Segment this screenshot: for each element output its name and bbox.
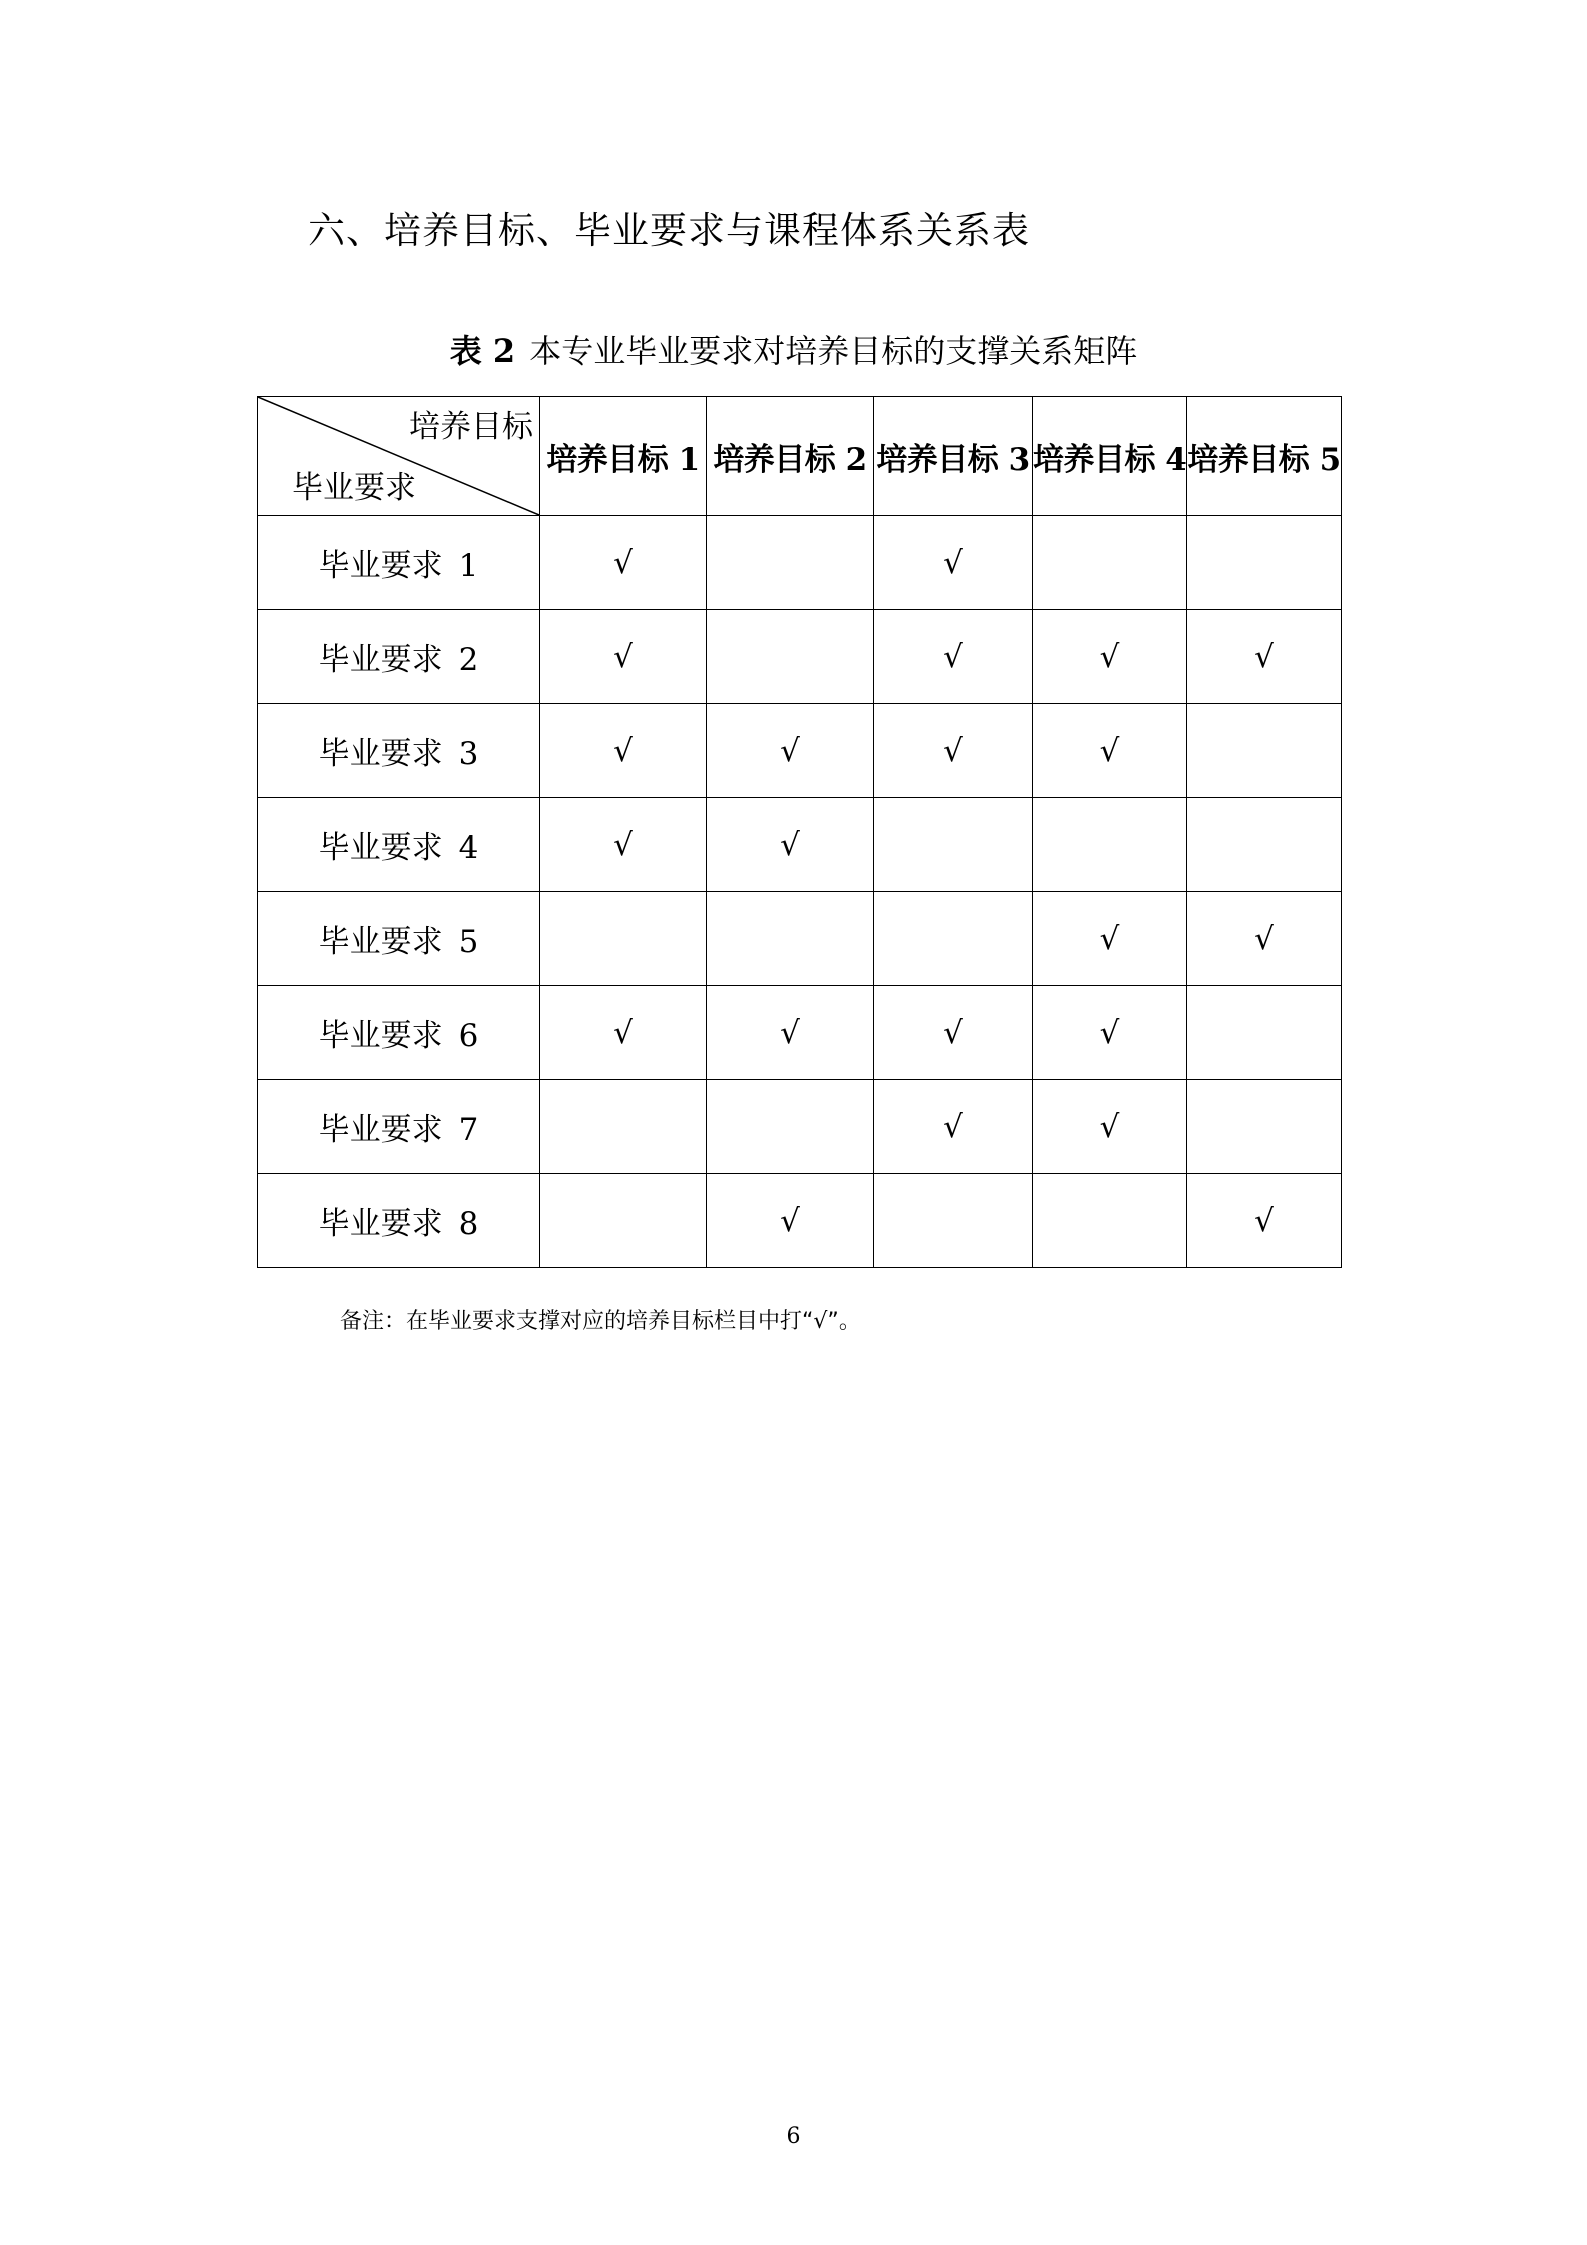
check-mark: √ (780, 1014, 800, 1051)
matrix-cell (1187, 798, 1342, 892)
check-mark: √ (943, 1108, 963, 1145)
requirement-label-cell (258, 798, 540, 892)
matrix-cell (874, 610, 1033, 704)
check-mark: √ (1099, 638, 1120, 675)
matrix-cell (1187, 516, 1342, 610)
requirement-label-cell (258, 1080, 540, 1174)
matrix-cell (1187, 892, 1342, 986)
table-row (258, 704, 1342, 798)
requirement-label: 毕业要求 (318, 642, 443, 678)
matrix-cell (874, 1080, 1033, 1174)
requirement-number: 6 (458, 1018, 479, 1054)
matrix-cell (707, 1174, 874, 1268)
matrix-cell (874, 1174, 1033, 1268)
requirement-label: 毕业要求 (318, 548, 443, 584)
check-mark: √ (1254, 920, 1274, 957)
check-mark: √ (943, 1014, 963, 1051)
check-mark: √ (943, 544, 963, 581)
matrix-cell (1033, 516, 1187, 610)
matrix-cell (1033, 610, 1187, 704)
requirement-label-cell (258, 610, 540, 704)
matrix-cell (1187, 610, 1342, 704)
matrix-cell (1033, 1080, 1187, 1174)
table-caption (0, 326, 1587, 372)
matrix-cell (707, 516, 874, 610)
check-mark: √ (613, 638, 633, 675)
check-mark: √ (613, 1014, 633, 1051)
requirement-label: 毕业要求 (318, 1018, 443, 1054)
column-header-goal-4: 培养目标 4 (1033, 397, 1187, 516)
matrix-cell (874, 516, 1033, 610)
matrix-cell (874, 892, 1033, 986)
column-header-goal-5: 培养目标 5 (1187, 397, 1342, 516)
table-row (258, 610, 1342, 704)
table-caption-text: 本专业毕业要求对培养目标的支撑关系矩阵 (529, 332, 1138, 370)
requirement-label-cell (258, 892, 540, 986)
check-mark: √ (1099, 1108, 1120, 1145)
matrix-cell (540, 892, 707, 986)
requirement-label-cell (258, 1174, 540, 1268)
matrix-cell (540, 704, 707, 798)
matrix-cell (707, 1080, 874, 1174)
check-mark: √ (613, 732, 633, 769)
matrix-cell (1033, 798, 1187, 892)
table-row (258, 1174, 1342, 1268)
table-row (258, 986, 1342, 1080)
check-mark: √ (780, 1202, 800, 1239)
table-row (258, 516, 1342, 610)
table-row (258, 892, 1342, 986)
requirement-label: 毕业要求 (318, 830, 443, 866)
matrix-cell (707, 798, 874, 892)
matrix-cell (1033, 986, 1187, 1080)
matrix-cell (540, 610, 707, 704)
section-title: 六、培养目标、毕业要求与课程体系关系表 (308, 209, 1030, 252)
check-mark: √ (943, 638, 963, 675)
check-mark: √ (1099, 1014, 1120, 1051)
check-mark: √ (780, 732, 800, 769)
requirement-number: 1 (458, 548, 479, 584)
check-mark: √ (1099, 920, 1120, 957)
table-row (258, 1080, 1342, 1174)
matrix-cell (540, 516, 707, 610)
table-header-row (258, 397, 1342, 516)
requirement-label-cell (258, 704, 540, 798)
requirement-label-cell (258, 986, 540, 1080)
matrix-cell (1033, 1174, 1187, 1268)
matrix-cell (1187, 1080, 1342, 1174)
matrix-cell (874, 986, 1033, 1080)
corner-goal-label: 培养目标 (409, 409, 533, 445)
requirement-number: 8 (458, 1206, 479, 1242)
matrix-cell (1187, 1174, 1342, 1268)
requirement-label: 毕业要求 (318, 924, 443, 960)
matrix-cell (1187, 986, 1342, 1080)
support-matrix-table (257, 396, 1342, 1268)
requirement-number: 7 (458, 1112, 479, 1148)
matrix-cell (707, 892, 874, 986)
check-mark: √ (780, 826, 800, 863)
matrix-cell (540, 986, 707, 1080)
check-mark: √ (613, 826, 633, 863)
matrix-cell (707, 704, 874, 798)
requirement-number: 5 (458, 924, 479, 960)
requirement-number: 2 (458, 642, 479, 678)
check-mark: √ (1254, 638, 1274, 675)
table-note: 备注：在毕业要求支撑对应的培养目标栏目中打“√”。 (340, 1309, 861, 1334)
column-header-goal-2: 培养目标 2 (707, 397, 874, 516)
requirement-label: 毕业要求 (318, 1206, 443, 1242)
matrix-cell (540, 1080, 707, 1174)
matrix-cell (1033, 892, 1187, 986)
matrix-cell (874, 704, 1033, 798)
check-mark: √ (613, 544, 633, 581)
requirement-label: 毕业要求 (318, 736, 443, 772)
requirement-number: 4 (458, 830, 479, 866)
column-header-goal-1: 培养目标 1 (540, 397, 707, 516)
matrix-cell (1187, 704, 1342, 798)
matrix-cell (707, 986, 874, 1080)
matrix-cell (540, 1174, 707, 1268)
column-header-goal-3: 培养目标 3 (874, 397, 1033, 516)
check-mark: √ (1254, 1202, 1274, 1239)
requirement-label-cell (258, 516, 540, 610)
matrix-cell (1033, 704, 1187, 798)
requirement-number: 3 (458, 736, 479, 772)
check-mark: √ (943, 732, 963, 769)
corner-requirement-label: 毕业要求 (292, 470, 416, 506)
requirement-label: 毕业要求 (318, 1112, 443, 1148)
check-mark: √ (1099, 732, 1120, 769)
matrix-cell (540, 798, 707, 892)
matrix-cell (707, 610, 874, 704)
table-caption-number: 表 2 (449, 332, 516, 370)
matrix-cell (874, 798, 1033, 892)
corner-cell (258, 397, 540, 516)
page-number: 6 (786, 2124, 801, 2149)
table-row (258, 798, 1342, 892)
